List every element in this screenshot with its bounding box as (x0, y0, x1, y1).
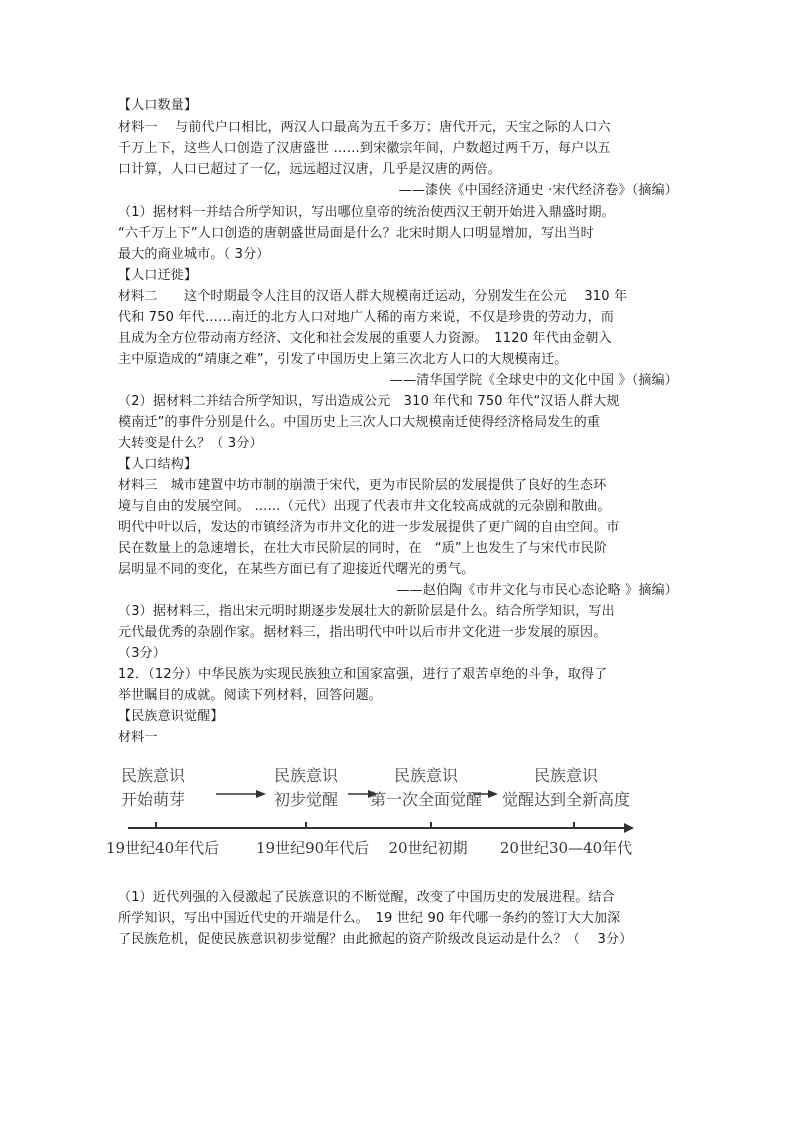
question3-line: （3）据材料三，指出宋元明时期逐步发展壮大的新阶层是什么。结合所学知识，写出 (118, 604, 615, 619)
timeline-stage (488, 764, 644, 812)
material1-line: 材料一 与前代户口相比，两汉人口最高为五千多万；唐代开元，天宝之际的人口六 (118, 120, 611, 135)
material1-source: ——漆侠《中国经济通史 ·宋代经济卷》（摘编） (398, 183, 678, 198)
awakening-timeline (106, 760, 636, 870)
timeline-stage (266, 764, 346, 812)
material2-line: 且成为全方位带动南方经济、文化和社会发展的重要人力资源。 1120 年代由金朝入 (118, 331, 612, 346)
question12-line: 12．（12分）中华民族为实现民族独立和国家富强，进行了艰苦卓绝的斗争，取得了 (118, 667, 608, 682)
question-b1-line: 了民族危机，促使民族意识初步觉醒？由此掀起的资产阶级改良运动是什么？（ 3分） (118, 932, 633, 947)
material1-line: 口计算，人口已超过了一亿，远远超过汉唐，几乎是汉唐的两倍。 (118, 162, 501, 177)
timeline-stage (366, 764, 486, 812)
stage-arrow-head (256, 790, 266, 798)
timeline-period-label: 19世纪40年代后 (106, 839, 220, 857)
question3-line: （3分） (118, 646, 167, 661)
section-heading-awakening: 【民族意识觉醒】 (118, 709, 224, 724)
material3-line: 材料三 城市建置中坊市制的崩溃于宋代，更为市民阶层的发展提供了良好的生态环 (118, 478, 607, 493)
question3-line: 元代最优秀的杂剧作家。据材料三，指出明代中叶以后市井文化进一步发展的原因。 (118, 625, 607, 640)
timeline-period-label: 20世纪初期 (388, 839, 468, 857)
stage-line2: 初步觉醒 (273, 790, 338, 809)
question-b1-line: 所学知识，写出中国近代史的开端是什么。 19 世纪 90 年代哪一条约的签订大大加深 (118, 911, 621, 926)
stage-line1: 民族意识 (393, 766, 458, 785)
timeline-stage (108, 764, 198, 812)
question2-line: 模南迁”的事件分别是什么。中国历史上三次人口大规模南迁使得经济格局发生的重 (118, 415, 601, 430)
stage-line2: 觉醒达到全新高度 (501, 790, 630, 809)
material2-line: 代和 750 年代……南迁的北方人口对地广人稀的南方来说，不仅是珍贵的劳动力，而 (118, 310, 615, 325)
timeline-period-label: 20世纪30—40年代 (499, 839, 633, 857)
stage-line2: 开始萌芽 (120, 790, 185, 809)
material3-line: 境与自由的发展空间。 ……（元代）出现了代表市井文化较高成就的元杂剧和散曲。 (118, 499, 611, 514)
question1-line: （1）据材料一并结合所学知识，写出哪位皇帝的统治使西汉王朝开始进入鼎盛时期。 (118, 205, 615, 220)
stage-line1: 民族意识 (120, 766, 185, 785)
question2-line: （2）据材料二并结合所学知识，写出造成公元 310 年代和 750 年代“汉语人群大规 (118, 394, 620, 409)
timeline-axis-arrowhead (624, 823, 634, 833)
material3-line: 民在数量上的急速增长，在壮大市民阶层的同时，在 “质”上也发生了与宋代市民阶 (118, 541, 608, 556)
material1-line: 千万上下，这些人口创造了汉唐盛世 ……到宋徽宗年间，户数超过两千万，每户以五 (118, 141, 611, 156)
section-heading-population-count: 【人口数量】 (118, 98, 198, 113)
stage-line1: 民族意识 (273, 766, 338, 785)
question12-line: 举世瞩目的成就。阅读下列材料，回答问题。 (118, 688, 383, 703)
material3-line: 明代中叶以后，发达的市镇经济为市井文化的进一步发展提供了更广阔的自由空间。市 (118, 520, 620, 535)
section-heading-structure: 【人口结构】 (118, 457, 198, 472)
timeline-period-label: 19世纪90年代后 (256, 839, 370, 857)
question-b1-line: （1）近代列强的入侵激起了民族意识的不断觉醒，改变了中国历史的发展进程。结合 (118, 890, 615, 905)
material1-b-label: 材料一 (118, 730, 158, 745)
material3-line: 层明显不同的变化，在某些方面已有了迎接近代曙光的勇气。 (118, 562, 475, 577)
material2-line: 材料二 这个时期最令人注目的汉语人群大规模南迁运动，分别发生在公元 310 年 (118, 289, 628, 304)
stage-line1: 民族意识 (533, 766, 598, 785)
question2-line: 大转变是什么？（ 3分） (118, 436, 263, 451)
question1-line: “六千万上下”人口创造的唐朝盛世局面是什么？北宋时期人口明显增加，写出当时 (118, 226, 594, 241)
material2-line: 主中原造成的“靖康之难”，引发了中国历史上第三次北方人口的大规模南迁。 (118, 352, 568, 367)
material2-source: ——清华国学院《全球史中的文化中国 》（摘编） (389, 373, 678, 388)
question1-line: 最大的商业城市。（ 3分） (118, 247, 270, 262)
section-heading-migration: 【人口迁徙】 (118, 268, 198, 283)
stage-line2: 第一次全面觉醒 (369, 790, 482, 809)
material3-source: ——赵伯陶《市井文化与市民心态论略 》摘编） (396, 583, 678, 598)
